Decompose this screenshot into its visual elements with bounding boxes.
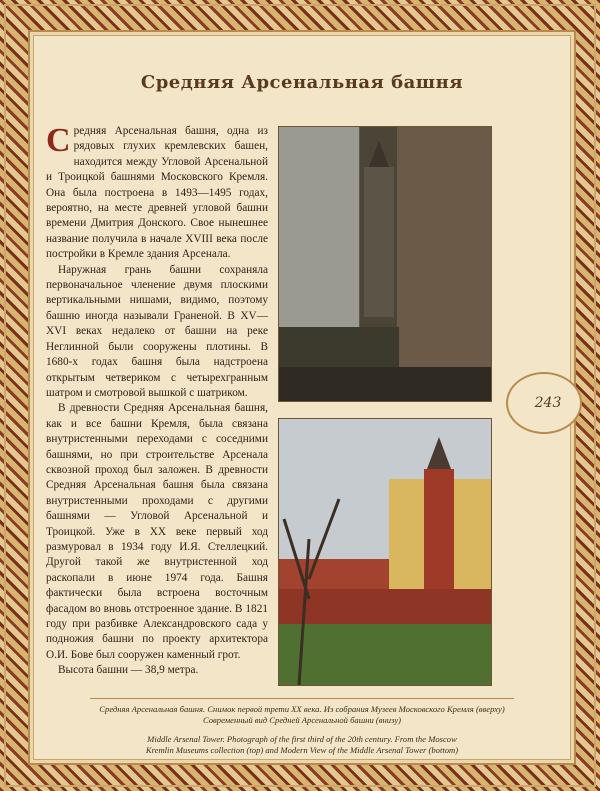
page-number-badge <box>506 372 582 434</box>
caption-russian <box>30 704 574 726</box>
paragraph-3: В древности Средняя Арсенальная башня, как и все башни Кремля, была связана внутристенными переходами с соседними башнями, но при строительстве Арсенала сквозной проход был заложен. В древности Средняя Арсенальная башня была связана внутристенными проходами с другими башнями — Угловой Арсенальной и Троицкой. Уже в XX веке первый ход размуровал в 1934 году И.Я. Стеллецкий. Другой такой же внутристенной ход раскопали в июне 1974 года. Башня фактически была встроена восточным фасадом во вновь отстроенное здание. В 1821 году при разбивке Александровского сада у подножия башни по проекту архитектора О.И. Бове был сооружен каменный грот. <box>46 402 268 661</box>
article-body <box>46 124 268 679</box>
paragraph-2: Наружная грань башни сохраняла первоначальное членение двумя плоскими вертикальными нишами, видимо, поэтому башню иногда называли Граненой. В XV—XVI веках недалеко от башни на реке Неглинной были сооружены плотины. В 1680-х годах башня была надстроена открытым четвериком с четырехгранным шатром и смотровой вышкой с шатриком. <box>46 263 268 399</box>
drop-cap: С <box>46 122 71 159</box>
page-number: 243 <box>534 395 562 411</box>
caption-ru-line-1: Средняя Арсенальная башня. Снимок первой трети XX века. Из собрания Музеев Московского Кремля (вверху) <box>99 704 505 714</box>
paragraph-4: Высота башни — 38,9 метра. <box>58 664 199 677</box>
historic-tower-photo <box>278 126 492 402</box>
caption-ru-line-2: Современный вид Средней Арсенальной башни (внизу) <box>202 715 402 725</box>
caption-english <box>30 734 574 756</box>
page-title: Средняя Арсенальная башня <box>140 72 464 93</box>
paragraph-1 <box>46 124 268 263</box>
caption-divider <box>90 698 514 699</box>
modern-tower-photo <box>278 418 492 686</box>
page-panel <box>28 30 576 765</box>
caption-en-line-1: Middle Arsenal Tower. Photograph of the first third of the 20th century. From the Moscow <box>147 734 457 744</box>
paragraph-1-text: редняя Арсенальная башня, одна из рядовых глухих кремлевских башен, находится между Угловой Арсенальной и Троицкой башнями Московского Кремля. Она была построена в 1493—1495 годах, вероятно, на месте древней угловой башни времени Дмитрия Донского. Свое нынешнее название получила в начале XVIII века после постройки в Кремле здания Арсенала. <box>46 125 268 261</box>
caption-en-line-2: Kremlin Museums collection (top) and Modern View of the Middle Arsenal Tower (bottom) <box>145 745 459 755</box>
